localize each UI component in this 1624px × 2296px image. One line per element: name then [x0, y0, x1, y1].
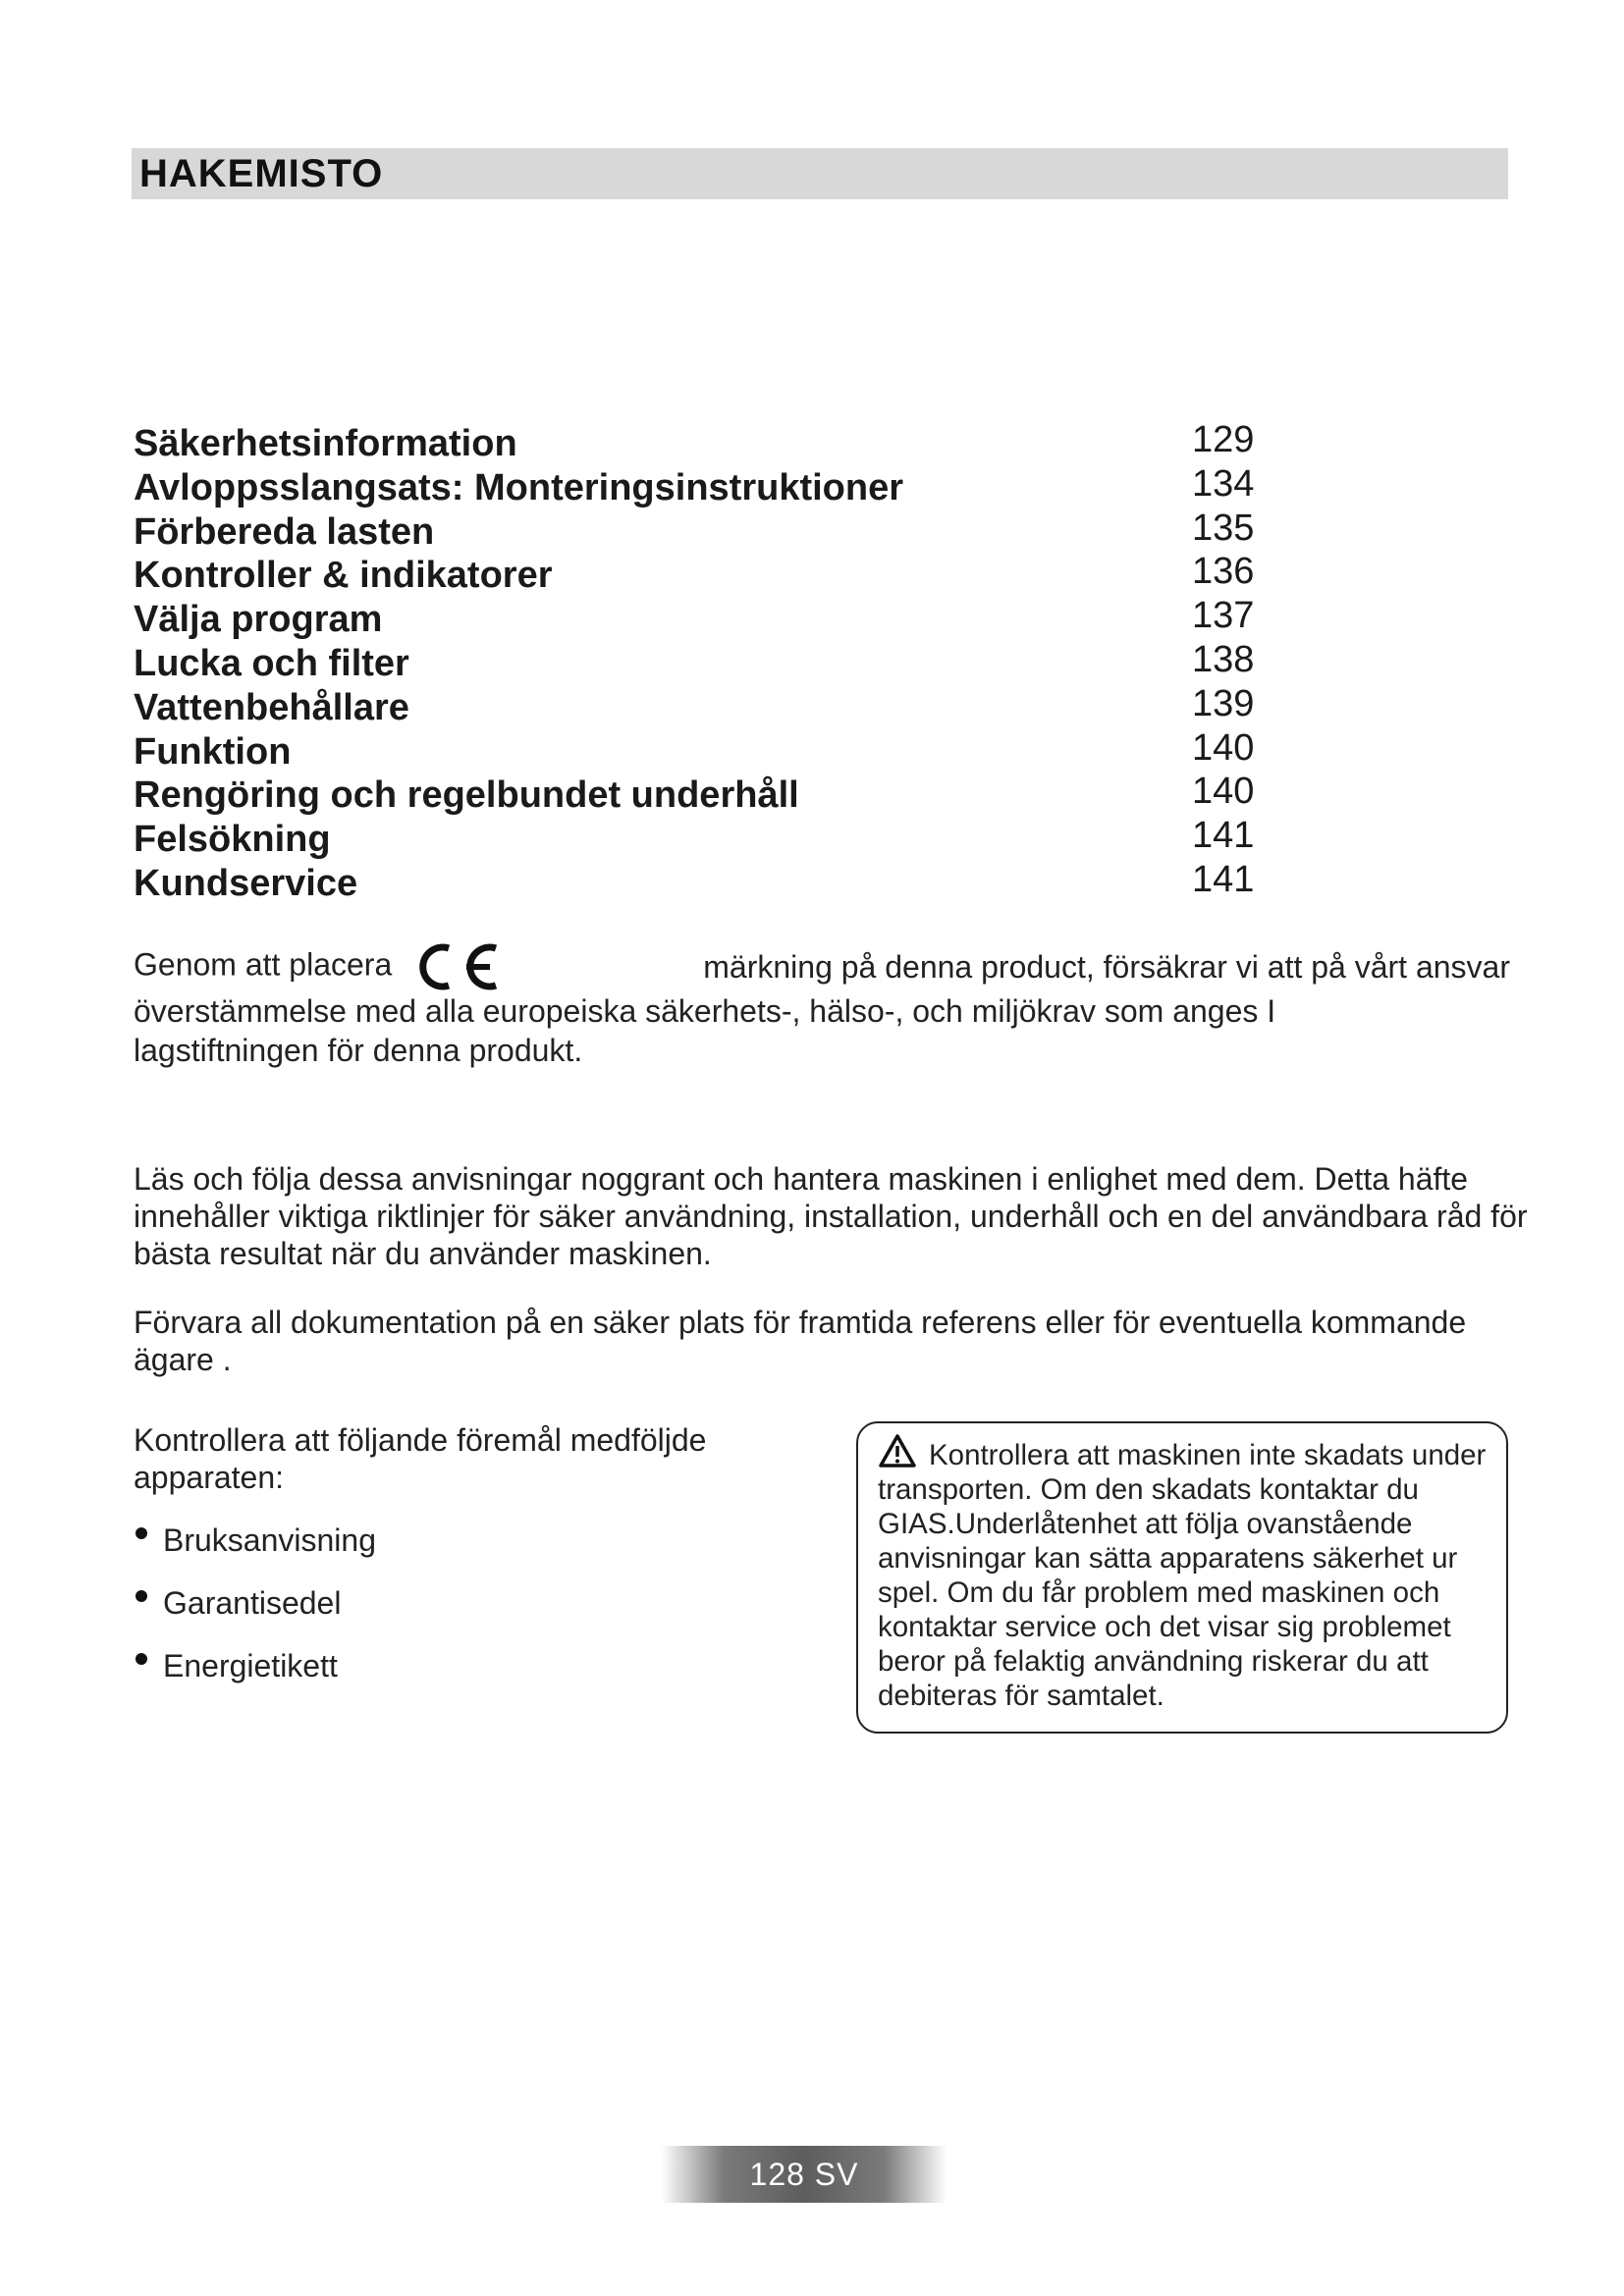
page-number: 128 SV: [749, 2157, 859, 2192]
checklist-intro: Kontrollera att följande föremål medföljde apparaten:: [134, 1422, 707, 1495]
page-title: HAKEMISTO: [139, 152, 384, 195]
toc-label: Felsökning: [134, 819, 331, 861]
toc-row[interactable]: [134, 771, 1263, 818]
toc-page-number: 141: [1192, 815, 1255, 857]
toc-page-number: 137: [1192, 595, 1255, 637]
toc-row[interactable]: [134, 726, 1263, 774]
toc-label: Vattenbehållare: [134, 686, 409, 728]
toc-row[interactable]: [134, 815, 1263, 862]
ce-before-text: Genom att placera: [134, 946, 393, 983]
bullet-icon: [135, 1590, 147, 1602]
toc-page-number: 129: [1192, 419, 1255, 460]
toc-label: Kundservice: [134, 862, 358, 904]
ce-text-after: märkning på denna product, försäkrar vi att på vårt ansvar: [703, 949, 1510, 985]
toc-page-number: 140: [1192, 771, 1255, 813]
ce-line-1: [134, 942, 1510, 991]
toc-label: Rengöring och regelbundet underhåll: [134, 774, 799, 817]
toc-page-number: 134: [1192, 462, 1255, 505]
toc-label: Avloppsslangsats: Monteringsinstruktioner: [134, 466, 904, 508]
checklist: [134, 1421, 782, 1710]
warning-text: Kontrollera att maskinen inte skadats under transporten. Om den skadats kontaktar du GIAS.Underlåtenhet att följa ovanstående anvisningar kan sätta apparatens säkerhet ur spel. Om du får problem med maskinen och kontaktar service och det visar sig problemet beror på felaktig användning riskerar du att debiteras för samtalet.: [878, 1439, 1487, 1712]
toc-row[interactable]: [134, 595, 1263, 642]
list-item: [134, 1584, 782, 1622]
toc-row[interactable]: [134, 638, 1263, 686]
toc-row[interactable]: [134, 551, 1263, 598]
ce-declaration: [134, 942, 1510, 1070]
warning-triangle-icon: [878, 1433, 917, 1468]
list-item-label: Bruksanvisning: [163, 1522, 376, 1558]
header-bar: [132, 148, 1508, 199]
ce-line-3: lagstiftningen för denna produkt.: [134, 1033, 583, 1068]
toc-row[interactable]: [134, 507, 1263, 555]
toc-label: Funktion: [134, 730, 292, 773]
storage-paragraph: Förvara all dokumentation på en säker plats för framtida referens eller för eventuella kommande ägare .: [134, 1305, 1467, 1377]
list-item-label: Energietikett: [163, 1648, 338, 1683]
toc-row[interactable]: [134, 682, 1263, 730]
toc-page-number: 139: [1192, 682, 1255, 724]
bullet-icon: [135, 1653, 147, 1665]
toc-page-number: 135: [1192, 507, 1255, 549]
list-item: [134, 1647, 782, 1684]
table-of-contents: [134, 419, 1263, 906]
toc-row[interactable]: [134, 858, 1263, 906]
toc-label: Förbereda lasten: [134, 510, 435, 553]
toc-label: Säkerhetsinformation: [134, 423, 517, 464]
list-item-label: Garantisedel: [163, 1585, 342, 1621]
toc-page-number: 141: [1192, 858, 1255, 900]
toc-page-number: 136: [1192, 551, 1255, 593]
toc-row[interactable]: [134, 462, 1263, 510]
toc-label: Kontroller & indikatorer: [134, 555, 553, 597]
toc-page-number: 140: [1192, 726, 1255, 769]
toc-page-number: 138: [1192, 638, 1255, 680]
ce-mark-icon: [406, 942, 504, 991]
page-footer: [662, 2146, 947, 2203]
intro-paragraph: Läs och följa dessa anvisningar noggrant och hantera maskinen i enlighet med dem. Detta häfte innehåller viktiga riktlinjer för säker användning, installation, underhåll och en del användbara råd för bästa resultat när du använder maskinen.: [134, 1161, 1528, 1271]
checklist-items: [134, 1522, 782, 1684]
ce-line-2: överstämmelse med alla europeiska säkerhets-, hälso-, och miljökrav som anges I: [134, 993, 1276, 1029]
ce-text-before: [134, 942, 517, 991]
toc-label: Välja program: [134, 599, 383, 641]
warning-box: [856, 1421, 1508, 1734]
list-item: [134, 1522, 782, 1559]
toc-row[interactable]: [134, 419, 1263, 466]
bullet-icon: [135, 1527, 147, 1539]
toc-label: Lucka och filter: [134, 642, 409, 684]
